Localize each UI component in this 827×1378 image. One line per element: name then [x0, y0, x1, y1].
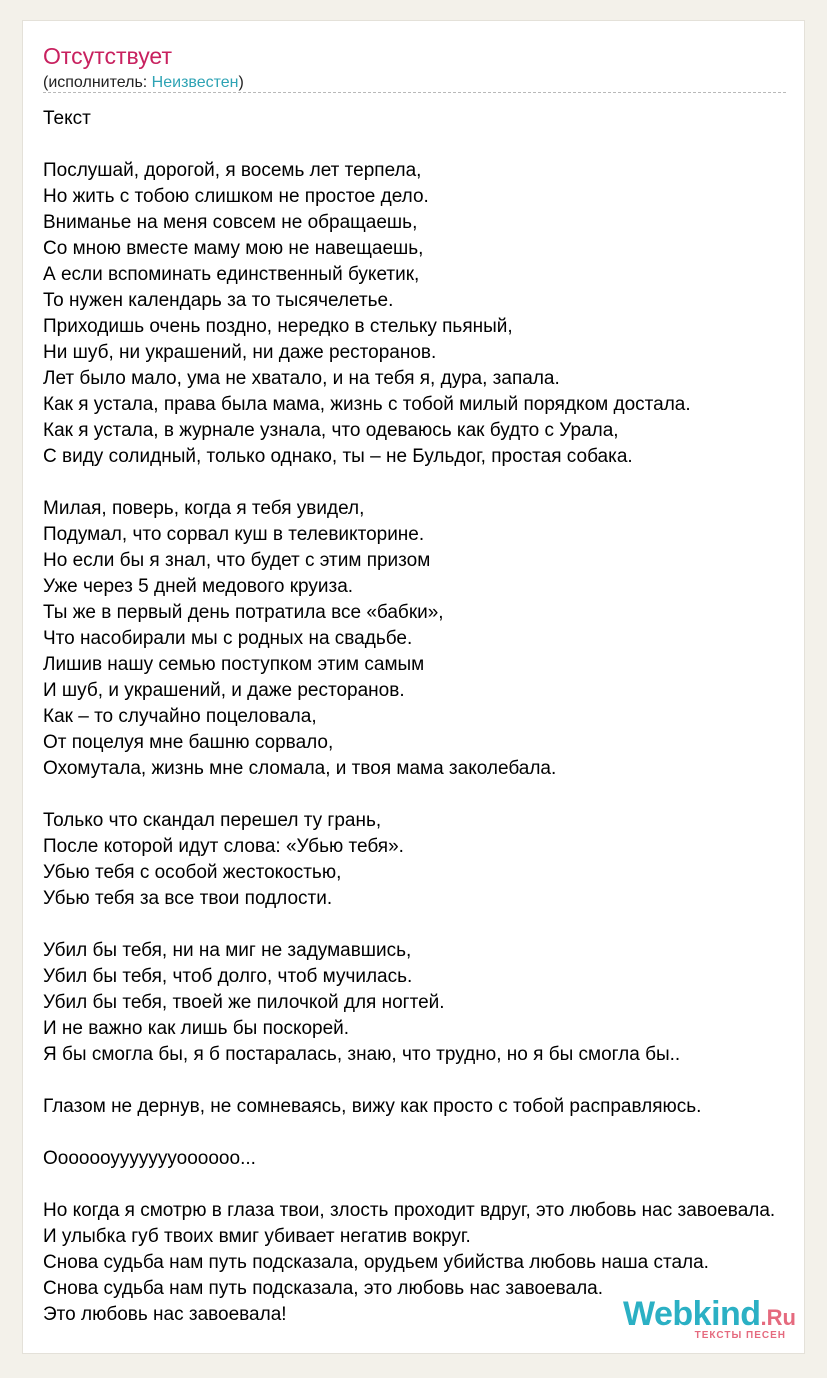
lyric-line: Убил бы тебя, ни на миг не задумавшись,	[43, 940, 412, 961]
lyric-line: Ооооооуууууууоооооо...	[43, 1148, 256, 1169]
dashed-divider	[43, 92, 786, 93]
stanza-gap	[43, 1120, 805, 1146]
lyric-line: Лишив нашу семью поступком этим самым	[43, 654, 425, 675]
lyric-line: И шуб, и украшений, и даже ресторанов.	[43, 680, 405, 701]
lyric-line: Послушай, дорогой, я восемь лет терпела,	[43, 160, 422, 181]
stanza-gap	[43, 1068, 805, 1094]
lyric-line: Милая, поверь, когда я тебя увидел,	[43, 498, 365, 519]
logo-wordmark	[623, 1297, 796, 1331]
stanza-gap	[43, 1172, 805, 1198]
webkind-logo[interactable]	[623, 1297, 796, 1341]
stanza-gap	[43, 470, 805, 496]
lyric-line: Только что скандал перешел ту грань,	[43, 810, 382, 831]
artist-line	[43, 74, 244, 92]
lyric-line: И улыбка губ твоих вмиг убивает негатив вокруг.	[43, 1226, 471, 1247]
lyric-line: Уже через 5 дней медового круиза.	[43, 576, 354, 597]
lyric-line: И не важно как лишь бы поскорей.	[43, 1018, 350, 1039]
lyric-line: Что насобирали мы с родных на свадьбе.	[43, 628, 413, 649]
stanza-gap	[43, 132, 805, 158]
lyric-line: Убью тебя за все твои подлости.	[43, 888, 333, 909]
stanza-gap	[43, 912, 805, 938]
lyrics-heading: Текст	[43, 108, 91, 129]
artist-prefix: (исполнитель:	[43, 74, 152, 91]
lyric-line: Но если бы я знал, что будет с этим призом	[43, 550, 431, 571]
lyric-line: То нужен календарь за то тысячелетье.	[43, 290, 394, 311]
lyric-line: Как я устала, права была мама, жизнь с тобой милый порядком достала.	[43, 394, 691, 415]
lyric-line: А если вспоминать единственный букетик,	[43, 264, 420, 285]
logo-tagline: ТЕКСТЫ ПЕСЕН	[694, 1330, 786, 1341]
lyric-line: Снова судьба нам путь подсказала, орудьем убийства любовь наша стала.	[43, 1252, 709, 1273]
lyrics-block	[43, 106, 805, 1328]
lyric-line: Вниманье на меня совсем не обращаешь,	[43, 212, 418, 233]
lyric-line: Но когда я смотрю в глаза твои, злость проходит вдруг, это любовь нас завоевала.	[43, 1200, 776, 1221]
lyric-line: От поцелуя мне башню сорвало,	[43, 732, 334, 753]
lyric-line: Убил бы тебя, твоей же пилочкой для ногтей.	[43, 992, 445, 1013]
lyric-line: Как я устала, в журнале узнала, что одеваюсь как будто с Урала,	[43, 420, 619, 441]
lyric-line: Глазом не дернув, не сомневаясь, вижу как просто с тобой расправляюсь.	[43, 1096, 702, 1117]
lyrics-lines	[43, 132, 805, 1328]
lyric-line: Со мною вместе маму мою не навещаешь,	[43, 238, 424, 259]
lyric-line: Но жить с тобою слишком не простое дело.	[43, 186, 429, 207]
lyric-line: Охомутала, жизнь мне сломала, и твоя мама заколебала.	[43, 758, 557, 779]
lyric-line: Лет было мало, ума не хватало, и на тебя я, дура, запала.	[43, 368, 560, 389]
lyric-line: Снова судьба нам путь подсказала, это любовь нас завоевала.	[43, 1278, 603, 1299]
lyric-line: Ты же в первый день потратила все «бабки»,	[43, 602, 444, 623]
lyric-line: Убил бы тебя, чтоб долго, чтоб мучилась.	[43, 966, 413, 987]
logo-word: Webkind	[623, 1295, 761, 1333]
lyric-line: Подумал, что сорвал куш в телевикторине.	[43, 524, 425, 545]
lyric-line: Я бы смогла бы, я б постаралась, знаю, что трудно, но я бы смогла бы..	[43, 1044, 681, 1065]
lyric-line: Это любовь нас завоевала!	[43, 1304, 287, 1325]
stanza-gap	[43, 782, 805, 808]
lyric-line: Ни шуб, ни украшений, ни даже ресторанов.	[43, 342, 437, 363]
lyrics-card	[22, 20, 805, 1354]
lyric-line: Приходишь очень поздно, нередко в стельку пьяный,	[43, 316, 513, 337]
lyric-line: С виду солидный, только однако, ты – не Бульдог, простая собака.	[43, 446, 633, 467]
artist-suffix: )	[238, 74, 244, 91]
artist-link[interactable]: Неизвестен	[151, 74, 239, 91]
song-title: Отсутствует	[43, 43, 172, 69]
logo-tld: .Ru	[760, 1305, 796, 1330]
lyric-line: Убью тебя с особой жестокостью,	[43, 862, 342, 883]
lyric-line: Как – то случайно поцеловала,	[43, 706, 317, 727]
lyric-line: После которой идут слова: «Убью тебя».	[43, 836, 404, 857]
